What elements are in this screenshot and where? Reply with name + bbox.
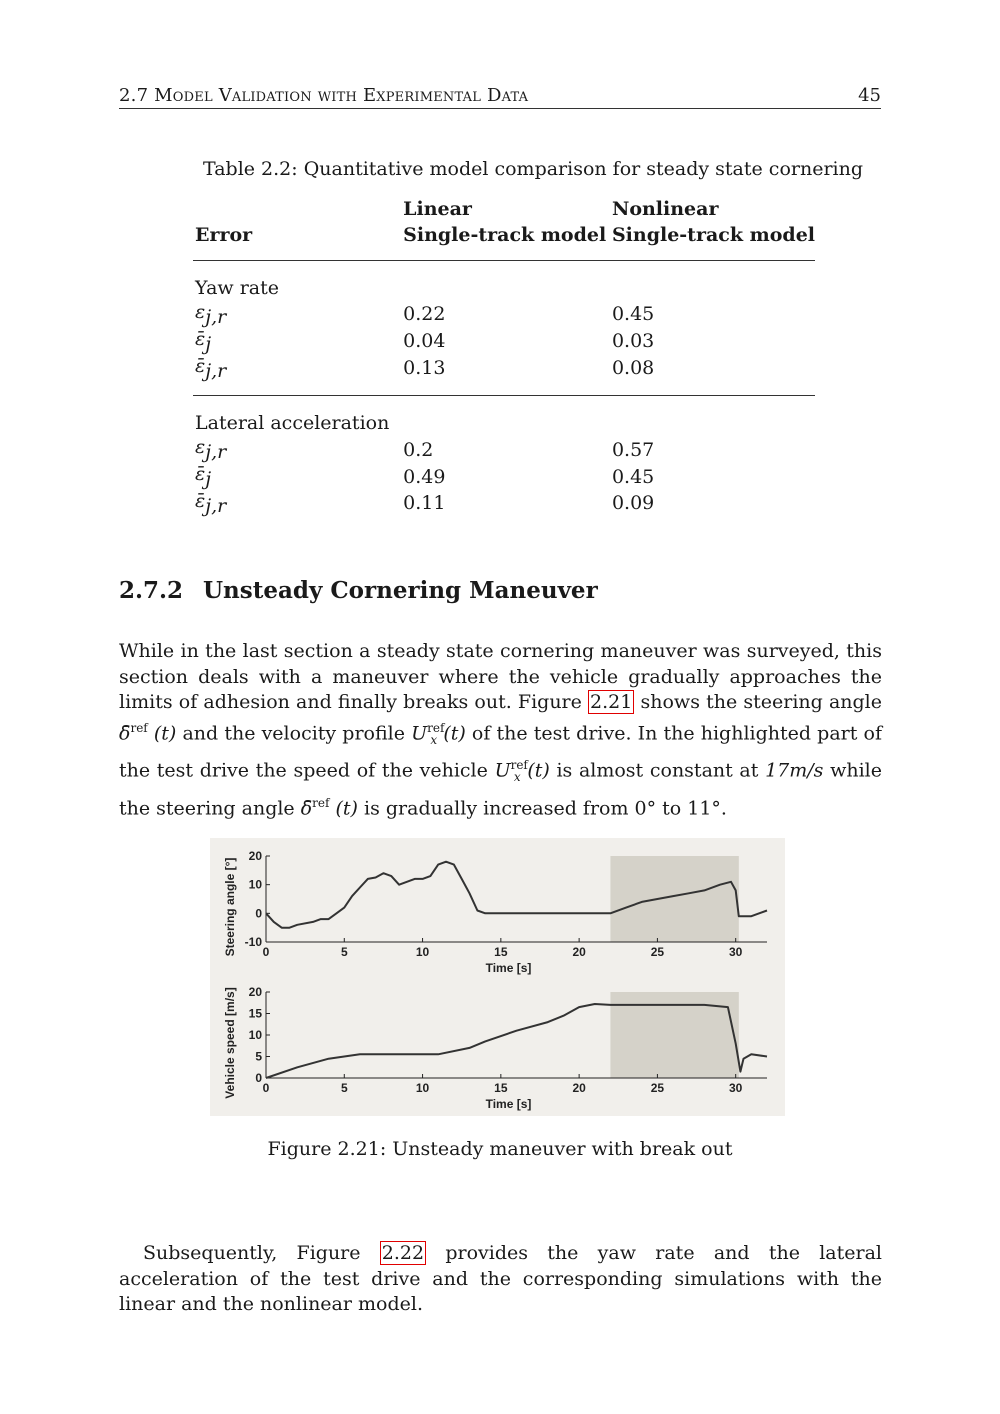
error-subscript: j,r	[205, 359, 227, 382]
math-ux: U	[494, 759, 511, 782]
group-label: Lateral acceleration	[195, 412, 390, 435]
x-tick-label: 20	[572, 945, 586, 959]
error-symbol: ε	[195, 436, 206, 459]
x-tick-label: 20	[572, 1081, 586, 1095]
header-linear-bottom: Single-track model	[403, 224, 607, 246]
nonlinear-value: 0.57	[611, 438, 655, 461]
section-number: 2.7.2	[119, 577, 184, 604]
body-paragraph-2: Subsequently, Figure 2.22 provides the yaw rate and the lateral acceleration of the test drive and the corresponding simulations with the linear and the nonlinear model.	[119, 1242, 882, 1315]
error-symbol: ε	[195, 301, 206, 323]
x-tick-label: 0	[262, 1081, 270, 1095]
nonlinear-value: 0.45	[611, 303, 655, 326]
nonlinear-value: 0.08	[611, 356, 655, 379]
header-nonlinear-top: Nonlinear	[611, 198, 719, 220]
table-header-row-top	[193, 194, 815, 220]
x-tick-label: 15	[494, 945, 508, 959]
math-ux: U	[411, 721, 428, 744]
table-header-row-bottom	[193, 220, 815, 246]
y-axis-label: Vehicle speed [m/s]	[223, 987, 237, 1099]
group-label: Yaw rate	[195, 277, 279, 299]
x-tick-label: 25	[650, 1081, 665, 1095]
x-tick-label: 30	[729, 1081, 743, 1095]
table-row	[193, 436, 815, 463]
figure-ref-link[interactable]: 2.22	[381, 1242, 425, 1264]
y-tick-label: 0	[255, 906, 262, 921]
comparison-table	[193, 194, 815, 517]
header-section-title: 2.7 Model Validation with Experimental Data	[119, 85, 529, 106]
error-subscript: j,r	[205, 494, 227, 517]
error-symbol: ε̄	[195, 354, 206, 377]
x-tick-label: 0	[262, 945, 270, 959]
highlight-region	[610, 856, 738, 942]
y-axis-label: Steering angle [°]	[223, 857, 237, 957]
x-tick-label: 30	[729, 945, 743, 959]
section-title: Unsteady Cornering Maneuver	[203, 577, 598, 604]
figure-2-21	[210, 838, 785, 1116]
table-row	[193, 328, 815, 355]
nonlinear-value: 0.03	[611, 330, 655, 353]
x-tick-label: 5	[340, 945, 348, 959]
error-symbol: ε̄	[195, 489, 206, 512]
linear-value: 0.22	[403, 303, 446, 326]
header-nonlinear-bottom: Single-track model	[611, 224, 815, 246]
y-tick-label: 0	[255, 1071, 262, 1085]
y-tick-label: 20	[248, 849, 262, 863]
x-tick-label: 10	[415, 1081, 430, 1095]
x-tick-label: 25	[650, 945, 665, 959]
linear-value: 0.13	[403, 356, 446, 379]
x-axis-label: Time [s]	[485, 1097, 532, 1111]
math-delta: δ̄	[300, 797, 313, 820]
body-paragraph: While in the last section a steady state cornering maneuver was surveyed, this section deals with a maneuver where the vehicle gradually approaches the limits of adhesion and finally breaks out. Figure 2.21 shows the steering angle δ̄$^{ref}$ (t) and the velocity profile $U^{ref}_x$ (t) of the test drive. In the highlighted part of the test drive the speed of the vehicle $U^{ref}_x$ (t) is almost constant at 17m/s while the steering angle δ̄$^{ref}$ (t) is gradually increased from 0° to 11°.	[119, 640, 883, 820]
header-error: Error	[195, 224, 253, 246]
nonlinear-value: 0.45	[611, 465, 655, 488]
x-tick-label: 15	[494, 1081, 508, 1095]
error-symbol: ε̄	[195, 463, 206, 486]
linear-value: 0.2	[403, 438, 434, 461]
y-tick-label: 20	[248, 985, 262, 999]
y-tick-label: 15	[248, 1006, 262, 1021]
running-header	[119, 84, 881, 109]
table-row	[193, 463, 815, 490]
table-row	[193, 301, 815, 328]
y-tick-label: 10	[248, 1028, 262, 1042]
group-label-row	[193, 410, 815, 436]
x-axis-label: Time [s]	[485, 961, 532, 975]
section-heading	[119, 577, 598, 604]
x-tick-label: 5	[340, 1081, 348, 1095]
x-tick-label: 10	[415, 945, 430, 959]
table-row	[193, 490, 815, 517]
math-delta: δ̄	[119, 721, 131, 744]
figure-plots	[210, 838, 785, 1116]
group-label-row	[193, 275, 815, 301]
table-row	[193, 355, 815, 382]
error-subscript: j,r	[205, 305, 227, 328]
table-caption: Table 2.2: Quantitative model comparison for steady state cornering	[203, 158, 863, 180]
y-tick-label: -10	[244, 935, 262, 949]
error-subscript: j	[205, 332, 212, 355]
nonlinear-value: 0.09	[611, 492, 655, 515]
error-symbol: ε̄	[195, 327, 206, 350]
figure-ref-link[interactable]: 2.21	[590, 691, 633, 713]
page-number: 45	[858, 85, 881, 106]
linear-value: 0.04	[403, 330, 446, 353]
y-tick-label: 10	[248, 877, 262, 892]
error-subscript: j,r	[205, 441, 227, 464]
linear-value: 0.49	[403, 465, 446, 488]
header-linear-top: Linear	[403, 198, 472, 220]
error-subscript: j	[205, 467, 212, 490]
y-tick-label: 5	[255, 1049, 262, 1064]
figure-caption: Figure 2.21: Unsteady maneuver with break out	[267, 1138, 733, 1160]
linear-value: 0.11	[403, 492, 446, 515]
